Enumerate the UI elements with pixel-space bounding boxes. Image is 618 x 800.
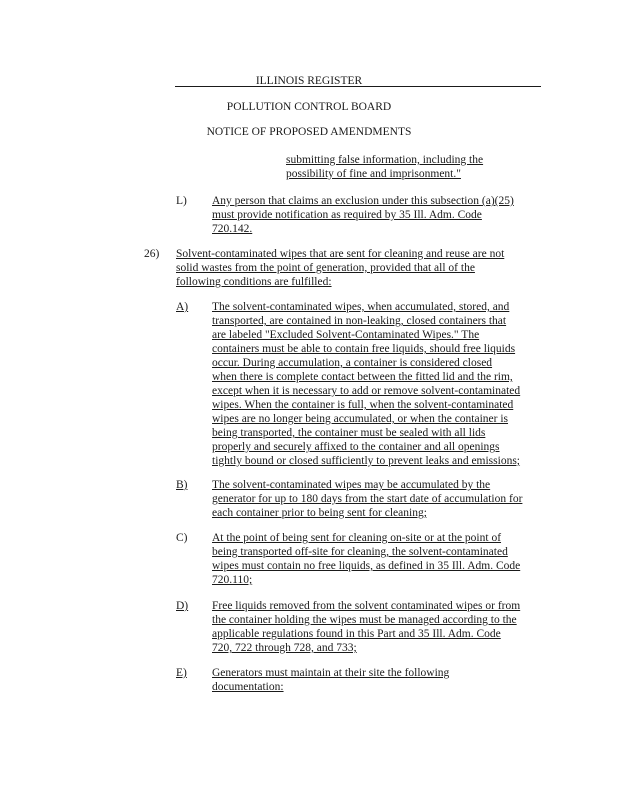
text-line: The solvent-contaminated wipes may be accumulated by the <box>212 479 491 491</box>
text-line: being transported off-site for cleaning, the solvent-contaminated <box>212 546 508 558</box>
text-line: solid wastes from the point of generation, provided that all of the <box>176 262 475 274</box>
item-L-text <box>212 194 514 236</box>
text-line: each container prior to being sent for cleaning; <box>212 507 427 519</box>
item-B-text <box>212 478 522 520</box>
text-line: properly and securely affixed to the container and all openings <box>212 441 500 453</box>
text-line: 720.142. <box>212 223 253 235</box>
notice-title: NOTICE OF PROPOSED AMENDMENTS <box>206 126 412 138</box>
text-line: Free liquids removed from the solvent contaminated wipes or from <box>212 600 521 612</box>
text-line: Solvent-contaminated wipes that are sent for cleaning and reuse are not <box>176 248 505 260</box>
item-label-A: A) <box>176 301 189 313</box>
item-label-L: L) <box>176 195 187 207</box>
text-line: submitting false information, including the <box>286 154 484 166</box>
text-line: being transported, the container must be sealed with all lids <box>212 427 486 439</box>
text-line: Any person that claims an exclusion under this subsection (a)(25) <box>212 195 514 207</box>
text-line: The solvent-contaminated wipes, when accumulated, stored, and <box>212 301 510 313</box>
text-line: are labeled "Excluded Solvent-Contaminated Wipes." The <box>212 329 480 341</box>
item-D-text <box>212 599 520 655</box>
continuation-text <box>286 153 483 181</box>
text-line: 720, 722 through 728, and 733; <box>212 642 357 654</box>
text-line: 720.110; <box>212 574 253 586</box>
item-label-26: 26) <box>144 248 160 260</box>
item-E-text <box>212 666 449 694</box>
item-C-text <box>212 531 520 587</box>
text-line: following conditions are fulfilled: <box>176 276 332 288</box>
item-label-D: D) <box>176 600 189 612</box>
header-rule <box>175 86 541 87</box>
text-line: Generators must maintain at their site the following <box>212 667 450 679</box>
item-A-text <box>212 300 520 468</box>
text-line: tightly bound or closed sufficiently to prevent leaks and emissions; <box>212 455 521 467</box>
item-label-B: B) <box>176 479 188 491</box>
text-line: when there is complete contact between the fitted lid and the rim, <box>212 371 513 383</box>
text-line: must provide notification as required by 35 Ill. Adm. Code <box>212 209 482 221</box>
text-line: At the point of being sent for cleaning on-site or at the point of <box>212 532 502 544</box>
text-line: applicable regulations found in this Part and 35 Ill. Adm. Code <box>212 628 501 640</box>
text-line: wipes are no longer being accumulated, or when the container is <box>212 413 509 425</box>
text-line: generator for up to 180 days from the start date of accumulation for <box>212 493 523 505</box>
text-line: transported, are contained in non-leaking, closed containers that <box>212 315 507 327</box>
text-line: wipes must contain no free liquids, as defined in 35 Ill. Adm. Code <box>212 560 521 572</box>
text-line: possibility of fine and imprisonment." <box>286 168 461 180</box>
text-line: except when it is necessary to add or remove solvent-contaminated <box>212 385 521 397</box>
text-line: documentation: <box>212 681 284 693</box>
text-line: containers must be able to contain free liquids, should free liquids <box>212 343 516 355</box>
text-line: occur. During accumulation, a container is considered closed <box>212 357 493 369</box>
text-line: the container holding the wipes must be managed according to the <box>212 614 517 626</box>
item-label-C: C) <box>176 532 188 544</box>
text-line: wipes. When the container is full, when the solvent-contaminated <box>212 399 514 411</box>
item-label-E: E) <box>176 667 187 679</box>
board-title: POLLUTION CONTROL BOARD <box>226 101 392 113</box>
item-26-text <box>176 247 504 289</box>
register-title: ILLINOIS REGISTER <box>255 75 363 87</box>
